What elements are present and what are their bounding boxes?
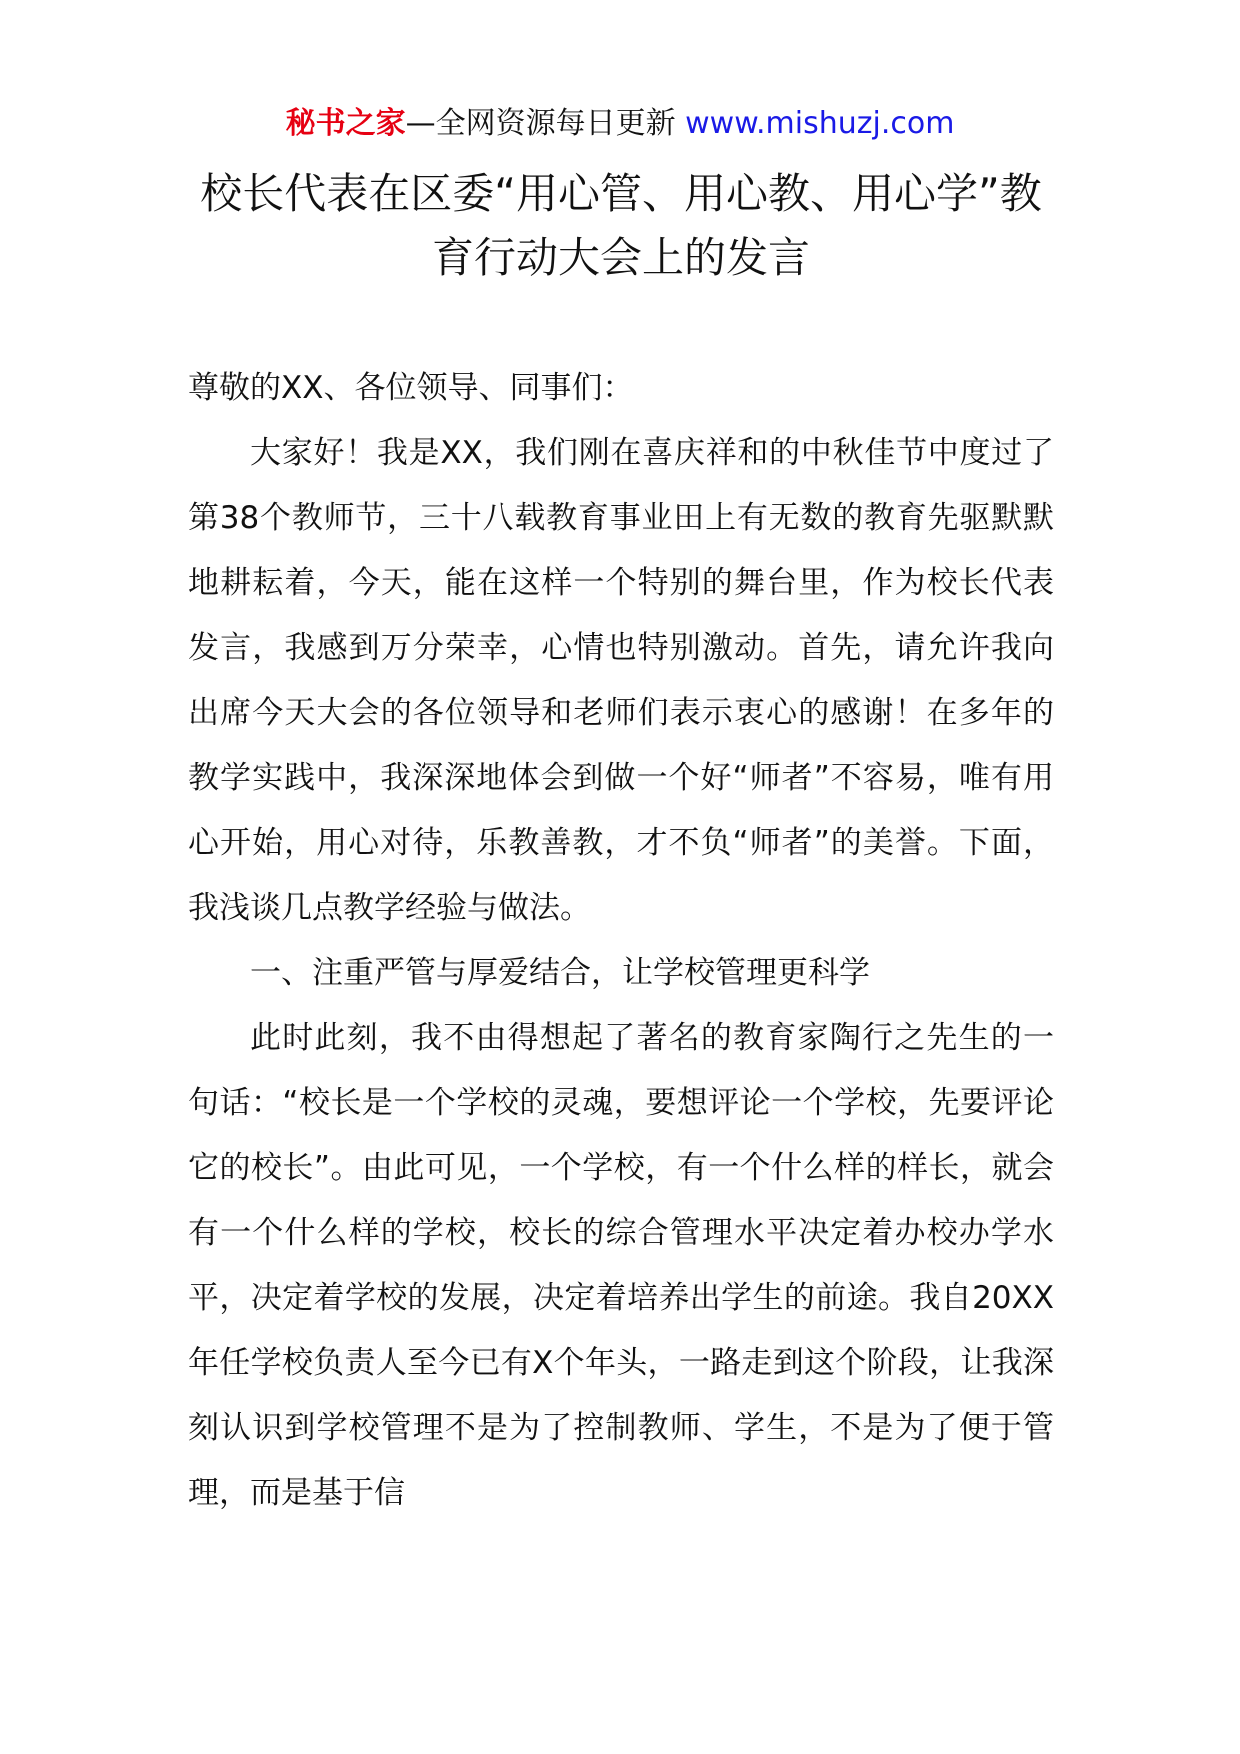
site-header — [0, 102, 1240, 146]
paragraph: 此时此刻，我不由得想起了著名的教育家陶行之先生的一句话：“校长是一个学校的灵魂，要想评论一个学校，先要评论它的校长”。由此可见，一个学校，有一个什么样的样长，就会有一个什么样的学校，校长的综合管理水平决定着办校办学水平，决定着学校的发展，决定着培养出学生的前途。我自20XX年任学校负责人至今已有X个年头，一路走到这个阶段，让我深刻认识到学校管理不是为了控制教师、学生，不是为了便于管理，而是基于信 — [188, 1020, 1054, 1511]
salutation: 尊敬的XX、各位领导、同事们： — [188, 370, 634, 406]
paragraph: 大家好！我是XX，我们刚在喜庆祥和的中秋佳节中度过了第38个教师节，三十八载教育事业田上有无数的教育先驱默默地耕耘着，今天，能在这样一个特别的舞台里，作为校长代表发言，我感到万分荣幸，心情也特别激动。首先，请允许我向出席今天大会的各位领导和老师们表示衷心的感谢！在多年的教学实践中，我深深地体会到做一个好“师者”不容易，唯有用心开始，用心对待，乐教善教，才不负“师者”的美誉。下面，我浅谈几点教学经验与做法。 — [188, 435, 1054, 926]
document-title: 校长代表在区委“用心管、用心教、用心学”教育行动大会上的发言 — [200, 169, 1042, 282]
site-brand: 秘书之家 — [285, 106, 406, 141]
document-body — [188, 356, 1054, 1526]
site-tagline: —全网资源每日更新 — [405, 106, 676, 141]
section-heading: 一、注重严管与厚爱结合，让学校管理更科学 — [250, 955, 870, 991]
site-url-link[interactable]: www.mishuzj.com — [685, 106, 955, 141]
